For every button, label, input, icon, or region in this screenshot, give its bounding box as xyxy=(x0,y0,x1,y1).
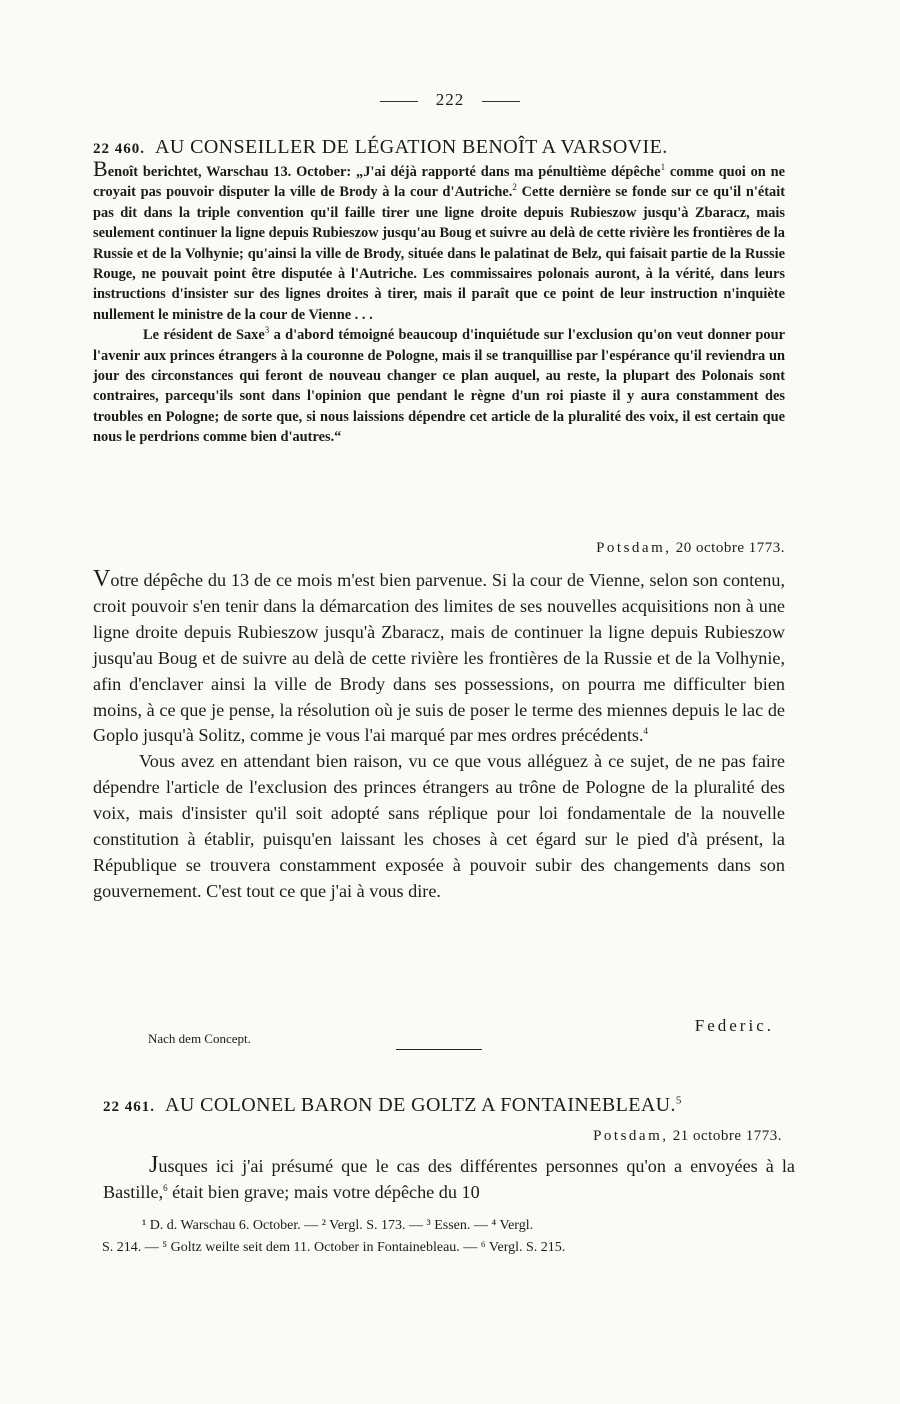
footnotes xyxy=(102,1215,798,1258)
letter-paragraph-1 xyxy=(93,568,785,749)
footnote-mark-4: 4 xyxy=(643,726,649,737)
summary-lead-letter: B xyxy=(93,156,108,181)
summary-text-c: Cette dernière se fonde sur ce qu'il n'était pas dit dans la triple convention qu'il faille tirer une ligne droite depuis Rubieszow jusqu'à Zbaracz, mais seulement continuer la ligne depuis Rubieszow jusqu'au Boug et suivre au delà de cette rivière les frontières de la Russie et de la Volhynie; qu'ainsi la ville de Brody, située dans le palatinat de Belz, qui faisait partie de la Russie Rouge, ne pouvait point être disputée à l'Autriche. Les commissaires polonais auront, à la vérité, dans leurs instructions d'insister sur des lignes droites à tirer, mais il paraît que ce point de leur instruction n'inquiète nullement le ministre de la cour de Vienne . . . xyxy=(93,184,785,323)
summary2-text-a: Le résident de Saxe xyxy=(143,327,265,344)
doc2-letter xyxy=(103,1154,795,1206)
doc2-date: 21 octobre 1773. xyxy=(672,1128,782,1144)
doc2-paragraph-1 xyxy=(103,1154,795,1206)
doc2-date-place: Potsdam, xyxy=(593,1128,669,1144)
doc1-letter xyxy=(93,568,785,905)
source-note: Nach dem Concept. xyxy=(148,1031,251,1046)
doc1-heading xyxy=(93,136,813,159)
doc1-title: AU CONSEILLER DE LÉGATION BENOÎT A VARSOVIE. xyxy=(155,136,668,158)
doc1-summary xyxy=(93,156,785,448)
header-dash-right xyxy=(482,101,520,102)
summary-text-a: „J'ai déjà rapporté dans ma pénultième dépêche xyxy=(351,164,661,180)
footnote-line-2: S. 214. — ⁵ Goltz weilte seit dem 11. October in Fontainebleau. — ⁶ Vergl. S. 215. xyxy=(102,1239,566,1255)
letter-text-2: Vous avez en attendant bien raison, vu ce que vous alléguez à ce sujet, de ne pas faire dépendre l'article de l'exclusion des princes étrangers au trône de Pologne de la pluralité des voix, mais d'insister qu'il soit adopté sans réplique pour loi fondamentale de la nouvelle constitution à établir, puisqu'en laissant les choses à cet égard sur le pied d'à présent, la République se trouvera constamment exposée à pouvoir subir des changements dans son gouvernement. C'est tout ce que j'ai à vous dire. xyxy=(93,751,785,901)
doc2-number: 22 461. xyxy=(103,1099,155,1115)
doc2-heading xyxy=(103,1094,823,1117)
page-header xyxy=(0,90,900,110)
footnote-mark-3: 3 xyxy=(264,325,270,336)
doc2-title: AU COLONEL BARON DE GOLTZ A FONTAINEBLEAU. xyxy=(165,1094,676,1116)
footnote-mark-1: 1 xyxy=(660,162,666,173)
summary2-text-b: a d'abord témoigné beaucoup d'inquiétude sur l'exclusion qu'on veut donner pour l'avenir aux princes étrangers à la couronne de Pologne, mais il se tranquillise par l'espérance qu'il reviendra un jour des circonstances qui feront de nouveau changer ce plan auquel, au reste, la plupart des Polonais sont contraires, parcequ'ils sont dans l'opinion que pendant le règne d'un roi piaste il y aura constamment des troubles en Pologne; de sorte que, si nous laissions dépendre cet article de la pluralité des voix, il est certain que nous le perdrions comme bien d'autres.“ xyxy=(93,327,785,446)
summary-intro: enoît berichtet, Warschau 13. October: xyxy=(107,164,352,180)
footnote-mark-6: 6 xyxy=(163,1182,168,1193)
footnote-line-1: ¹ D. d. Warschau 6. October. — ² Vergl. S. 173. — ³ Essen. — ⁴ Vergl. xyxy=(142,1218,534,1233)
letter-text-1: otre dépêche du 13 de ce mois m'est bien parvenue. Si la cour de Vienne, selon son contenu, croit pouvoir s'en tenir dans la démarcation des limites de ses nouvelles acquisitions non à une ligne droite depuis Rubieszow jusqu'à Zbaracz, mais de continuer la ligne depuis Rubieszow jusqu'au Boug et de suivre au delà de cette rivière les frontières de la Russie et de la Volhynie, afin d'enclaver ainsi la ville de Brody dans ses possessions, on pourra me difficulter bien moins, à ce que je pense, la résolution où je suis de poser le terme des miennes depuis le lac de Goplo jusqu'à Solitz, comme je vous l'ai marqué par mes ordres précédents. xyxy=(93,570,785,746)
doc1-number: 22 460. xyxy=(93,141,145,157)
summary-text-b: comme quoi on ne croyait pas pouvoir disputer la ville de Brody à la cour d'Autriche. xyxy=(93,164,785,201)
doc2-text-a: usques ici j'ai présumé que le cas des différentes personnes qu'on a envoyées à la Bastille, xyxy=(103,1156,795,1202)
doc2-dateline xyxy=(593,1128,782,1145)
page-number: 222 xyxy=(435,90,465,109)
doc2-text-b: était bien grave; mais votre dépêche du 10 xyxy=(167,1181,480,1202)
doc1-dateline xyxy=(596,540,785,557)
header-dash-left xyxy=(380,101,418,102)
summary-paragraph-1 xyxy=(93,156,785,325)
doc2-lead-letter: J xyxy=(149,1152,159,1178)
section-divider xyxy=(396,1049,482,1050)
footnote-mark-2: 2 xyxy=(512,182,517,193)
letter-lead-letter: V xyxy=(93,566,111,592)
signature: Federic. xyxy=(694,1016,774,1035)
letter-paragraph-2 xyxy=(93,749,785,904)
doc1-date-place: Potsdam, xyxy=(596,540,672,556)
summary-paragraph-2 xyxy=(93,325,785,447)
doc1-date: 20 octobre 1773. xyxy=(675,540,785,556)
footnote-mark-5: 5 xyxy=(675,1094,682,1107)
